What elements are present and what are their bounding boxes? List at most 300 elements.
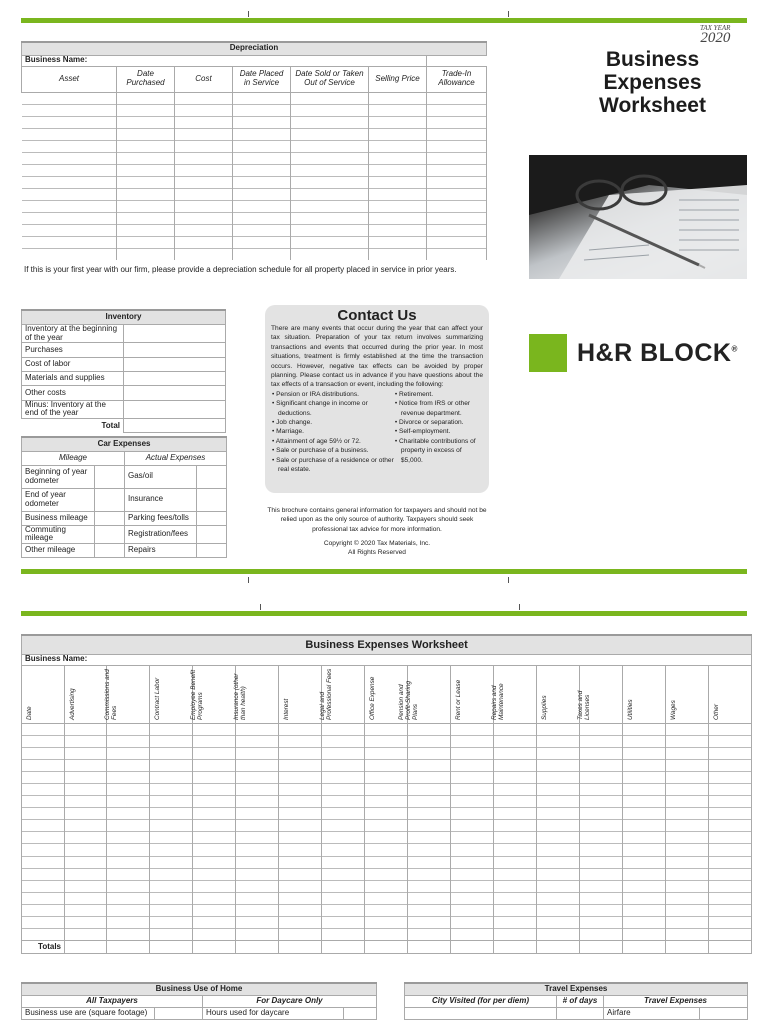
worksheet-cell[interactable]	[709, 771, 752, 783]
depreciation-cell[interactable]	[22, 128, 117, 140]
depreciation-cell[interactable]	[22, 92, 117, 104]
totals-cell[interactable]	[537, 941, 580, 954]
depreciation-cell[interactable]	[22, 212, 117, 224]
city-field[interactable]	[405, 1007, 557, 1019]
worksheet-cell[interactable]	[150, 844, 193, 856]
worksheet-cell[interactable]	[537, 759, 580, 771]
worksheet-cell[interactable]	[666, 917, 709, 929]
worksheet-cell[interactable]	[408, 796, 451, 808]
depreciation-cell[interactable]	[233, 104, 291, 116]
worksheet-cell[interactable]	[494, 747, 537, 759]
depreciation-cell[interactable]	[427, 236, 487, 248]
days-field[interactable]	[557, 1007, 604, 1019]
worksheet-cell[interactable]	[279, 747, 322, 759]
worksheet-cell[interactable]	[408, 759, 451, 771]
worksheet-cell[interactable]	[666, 856, 709, 868]
worksheet-cell[interactable]	[666, 771, 709, 783]
worksheet-cell[interactable]	[236, 771, 279, 783]
depreciation-cell[interactable]	[22, 164, 117, 176]
depreciation-cell[interactable]	[291, 116, 369, 128]
depreciation-cell[interactable]	[291, 212, 369, 224]
worksheet-cell[interactable]	[322, 904, 365, 916]
mileage-row-field[interactable]	[95, 544, 125, 558]
worksheet-cell[interactable]	[279, 892, 322, 904]
worksheet-cell[interactable]	[709, 723, 752, 735]
depreciation-cell[interactable]	[117, 188, 175, 200]
worksheet-cell[interactable]	[709, 832, 752, 844]
worksheet-cell[interactable]	[236, 747, 279, 759]
worksheet-cell[interactable]	[150, 783, 193, 795]
depreciation-cell[interactable]	[427, 152, 487, 164]
depreciation-cell[interactable]	[22, 116, 117, 128]
worksheet-cell[interactable]	[150, 868, 193, 880]
worksheet-cell[interactable]	[580, 771, 623, 783]
depreciation-cell[interactable]	[22, 176, 117, 188]
depreciation-cell[interactable]	[22, 200, 117, 212]
worksheet-cell[interactable]	[279, 771, 322, 783]
worksheet-cell[interactable]	[22, 856, 65, 868]
worksheet-cell[interactable]	[236, 856, 279, 868]
worksheet-cell[interactable]	[623, 735, 666, 747]
worksheet-cell[interactable]	[451, 929, 494, 941]
worksheet-cell[interactable]	[408, 904, 451, 916]
worksheet-cell[interactable]	[408, 771, 451, 783]
worksheet-cell[interactable]	[623, 796, 666, 808]
worksheet-cell[interactable]	[193, 747, 236, 759]
worksheet-cell[interactable]	[451, 832, 494, 844]
depreciation-cell[interactable]	[22, 236, 117, 248]
worksheet-cell[interactable]	[408, 723, 451, 735]
worksheet-cell[interactable]	[279, 832, 322, 844]
totals-cell[interactable]	[666, 941, 709, 954]
worksheet-cell[interactable]	[322, 783, 365, 795]
worksheet-cell[interactable]	[580, 856, 623, 868]
worksheet-cell[interactable]	[494, 820, 537, 832]
worksheet-cell[interactable]	[322, 808, 365, 820]
worksheet-cell[interactable]	[451, 796, 494, 808]
worksheet-cell[interactable]	[236, 929, 279, 941]
depreciation-cell[interactable]	[22, 152, 117, 164]
worksheet-cell[interactable]	[322, 735, 365, 747]
depreciation-cell[interactable]	[233, 116, 291, 128]
mileage-row-field[interactable]	[95, 525, 125, 544]
depreciation-cell[interactable]	[369, 188, 427, 200]
worksheet-cell[interactable]	[408, 820, 451, 832]
worksheet-cell[interactable]	[150, 735, 193, 747]
worksheet-cell[interactable]	[322, 759, 365, 771]
worksheet-cell[interactable]	[193, 808, 236, 820]
depreciation-cell[interactable]	[175, 104, 233, 116]
worksheet-cell[interactable]	[365, 904, 408, 916]
depreciation-cell[interactable]	[369, 92, 427, 104]
worksheet-cell[interactable]	[107, 808, 150, 820]
totals-cell[interactable]	[709, 941, 752, 954]
worksheet-cell[interactable]	[193, 783, 236, 795]
worksheet-cell[interactable]	[107, 796, 150, 808]
worksheet-cell[interactable]	[22, 723, 65, 735]
worksheet-cell[interactable]	[236, 759, 279, 771]
worksheet-cell[interactable]	[107, 771, 150, 783]
worksheet-cell[interactable]	[65, 759, 107, 771]
inventory-row-field[interactable]	[124, 371, 226, 385]
worksheet-cell[interactable]	[494, 880, 537, 892]
worksheet-cell[interactable]	[365, 868, 408, 880]
worksheet-cell[interactable]	[494, 868, 537, 880]
worksheet-cell[interactable]	[580, 747, 623, 759]
depreciation-cell[interactable]	[427, 248, 487, 260]
worksheet-cell[interactable]	[365, 723, 408, 735]
worksheet-cell[interactable]	[150, 808, 193, 820]
worksheet-cell[interactable]	[150, 796, 193, 808]
worksheet-cell[interactable]	[322, 820, 365, 832]
depreciation-cell[interactable]	[291, 248, 369, 260]
worksheet-cell[interactable]	[494, 892, 537, 904]
worksheet-cell[interactable]	[580, 917, 623, 929]
worksheet-cell[interactable]	[193, 856, 236, 868]
worksheet-cell[interactable]	[623, 929, 666, 941]
worksheet-cell[interactable]	[193, 844, 236, 856]
worksheet-cell[interactable]	[322, 844, 365, 856]
worksheet-cell[interactable]	[150, 917, 193, 929]
worksheet-cell[interactable]	[709, 759, 752, 771]
depreciation-cell[interactable]	[291, 92, 369, 104]
worksheet-cell[interactable]	[623, 832, 666, 844]
worksheet-cell[interactable]	[107, 856, 150, 868]
worksheet-cell[interactable]	[666, 868, 709, 880]
worksheet-cell[interactable]	[107, 904, 150, 916]
worksheet-cell[interactable]	[408, 808, 451, 820]
depreciation-cell[interactable]	[117, 116, 175, 128]
worksheet-cell[interactable]	[322, 868, 365, 880]
worksheet-cell[interactable]	[365, 832, 408, 844]
worksheet-cell[interactable]	[365, 892, 408, 904]
worksheet-cell[interactable]	[666, 820, 709, 832]
depreciation-cell[interactable]	[427, 128, 487, 140]
depreciation-cell[interactable]	[22, 104, 117, 116]
worksheet-cell[interactable]	[623, 917, 666, 929]
worksheet-cell[interactable]	[279, 856, 322, 868]
worksheet-cell[interactable]	[494, 929, 537, 941]
worksheet-cell[interactable]	[494, 832, 537, 844]
inventory-row-field[interactable]	[124, 357, 226, 371]
worksheet-cell[interactable]	[365, 808, 408, 820]
worksheet-cell[interactable]	[580, 929, 623, 941]
depreciation-cell[interactable]	[369, 116, 427, 128]
worksheet-cell[interactable]	[537, 723, 580, 735]
worksheet-cell[interactable]	[65, 808, 107, 820]
worksheet-cell[interactable]	[322, 747, 365, 759]
depreciation-cell[interactable]	[175, 128, 233, 140]
worksheet-cell[interactable]	[193, 904, 236, 916]
worksheet-cell[interactable]	[709, 808, 752, 820]
worksheet-cell[interactable]	[580, 868, 623, 880]
worksheet-cell[interactable]	[537, 904, 580, 916]
worksheet-cell[interactable]	[709, 747, 752, 759]
totals-cell[interactable]	[408, 941, 451, 954]
worksheet-cell[interactable]	[709, 904, 752, 916]
mileage-row-field[interactable]	[95, 465, 125, 488]
worksheet-cell[interactable]	[666, 783, 709, 795]
worksheet-cell[interactable]	[666, 832, 709, 844]
worksheet-cell[interactable]	[107, 929, 150, 941]
worksheet-cell[interactable]	[451, 747, 494, 759]
inventory-row-field[interactable]	[124, 386, 226, 400]
depreciation-cell[interactable]	[117, 176, 175, 188]
worksheet-cell[interactable]	[193, 759, 236, 771]
worksheet-cell[interactable]	[107, 832, 150, 844]
worksheet-cell[interactable]	[279, 759, 322, 771]
worksheet-cell[interactable]	[408, 880, 451, 892]
worksheet-cell[interactable]	[365, 747, 408, 759]
worksheet-cell[interactable]	[537, 929, 580, 941]
depreciation-cell[interactable]	[291, 200, 369, 212]
depreciation-cell[interactable]	[117, 236, 175, 248]
worksheet-cell[interactable]	[537, 808, 580, 820]
worksheet-cell[interactable]	[494, 796, 537, 808]
worksheet-cell[interactable]	[193, 929, 236, 941]
worksheet-cell[interactable]	[365, 820, 408, 832]
worksheet-cell[interactable]	[580, 892, 623, 904]
worksheet-cell[interactable]	[22, 808, 65, 820]
depreciation-cell[interactable]	[427, 92, 487, 104]
worksheet-cell[interactable]	[107, 844, 150, 856]
worksheet-cell[interactable]	[322, 832, 365, 844]
worksheet-cell[interactable]	[107, 747, 150, 759]
depreciation-cell[interactable]	[175, 92, 233, 104]
depreciation-cell[interactable]	[427, 200, 487, 212]
worksheet-cell[interactable]	[580, 783, 623, 795]
worksheet-cell[interactable]	[65, 904, 107, 916]
worksheet-cell[interactable]	[451, 844, 494, 856]
depreciation-cell[interactable]	[175, 116, 233, 128]
worksheet-cell[interactable]	[494, 904, 537, 916]
worksheet-cell[interactable]	[451, 868, 494, 880]
worksheet-cell[interactable]	[537, 868, 580, 880]
mileage-row-field[interactable]	[95, 511, 125, 525]
worksheet-cell[interactable]	[236, 808, 279, 820]
worksheet-cell[interactable]	[365, 735, 408, 747]
totals-cell[interactable]	[107, 941, 150, 954]
worksheet-cell[interactable]	[537, 917, 580, 929]
totals-cell[interactable]	[623, 941, 666, 954]
worksheet-cell[interactable]	[22, 880, 65, 892]
worksheet-cell[interactable]	[322, 796, 365, 808]
worksheet-cell[interactable]	[322, 880, 365, 892]
worksheet-cell[interactable]	[623, 759, 666, 771]
depreciation-cell[interactable]	[291, 176, 369, 188]
depreciation-cell[interactable]	[233, 164, 291, 176]
worksheet-cell[interactable]	[22, 929, 65, 941]
depreciation-cell[interactable]	[233, 236, 291, 248]
worksheet-cell[interactable]	[279, 844, 322, 856]
worksheet-cell[interactable]	[22, 892, 65, 904]
worksheet-cell[interactable]	[65, 844, 107, 856]
worksheet-cell[interactable]	[709, 735, 752, 747]
worksheet-cell[interactable]	[107, 723, 150, 735]
worksheet-cell[interactable]	[193, 917, 236, 929]
worksheet-cell[interactable]	[22, 771, 65, 783]
depreciation-cell[interactable]	[233, 140, 291, 152]
worksheet-cell[interactable]	[451, 892, 494, 904]
depreciation-cell[interactable]	[291, 236, 369, 248]
worksheet-cell[interactable]	[65, 796, 107, 808]
depreciation-cell[interactable]	[175, 248, 233, 260]
worksheet-cell[interactable]	[107, 880, 150, 892]
worksheet-cell[interactable]	[365, 856, 408, 868]
worksheet-cell[interactable]	[408, 917, 451, 929]
worksheet-cell[interactable]	[65, 723, 107, 735]
worksheet-cell[interactable]	[279, 783, 322, 795]
worksheet-cell[interactable]	[408, 868, 451, 880]
worksheet-cell[interactable]	[408, 783, 451, 795]
worksheet-cell[interactable]	[451, 783, 494, 795]
worksheet-cell[interactable]	[494, 771, 537, 783]
worksheet-cell[interactable]	[623, 868, 666, 880]
worksheet-cell[interactable]	[451, 820, 494, 832]
worksheet-cell[interactable]	[279, 880, 322, 892]
worksheet-cell[interactable]	[580, 759, 623, 771]
expense-row-field[interactable]	[197, 511, 227, 525]
worksheet-cell[interactable]	[494, 856, 537, 868]
depreciation-cell[interactable]	[291, 128, 369, 140]
inventory-total-field[interactable]	[124, 419, 226, 433]
expense-row-field[interactable]	[197, 525, 227, 544]
worksheet-cell[interactable]	[580, 808, 623, 820]
worksheet-cell[interactable]	[537, 747, 580, 759]
mileage-row-field[interactable]	[95, 488, 125, 511]
worksheet-cell[interactable]	[709, 796, 752, 808]
worksheet-cell[interactable]	[65, 771, 107, 783]
worksheet-cell[interactable]	[22, 832, 65, 844]
depreciation-cell[interactable]	[369, 176, 427, 188]
depreciation-cell[interactable]	[117, 140, 175, 152]
worksheet-cell[interactable]	[193, 880, 236, 892]
worksheet-cell[interactable]	[408, 735, 451, 747]
depreciation-cell[interactable]	[427, 176, 487, 188]
worksheet-cell[interactable]	[451, 723, 494, 735]
worksheet-cell[interactable]	[150, 771, 193, 783]
worksheet-cell[interactable]	[193, 868, 236, 880]
worksheet-cell[interactable]	[236, 844, 279, 856]
worksheet-cell[interactable]	[65, 917, 107, 929]
worksheet-cell[interactable]	[537, 796, 580, 808]
worksheet-cell[interactable]	[150, 880, 193, 892]
depreciation-cell[interactable]	[369, 140, 427, 152]
worksheet-cell[interactable]	[408, 892, 451, 904]
totals-cell[interactable]	[150, 941, 193, 954]
depreciation-cell[interactable]	[117, 224, 175, 236]
worksheet-cell[interactable]	[365, 771, 408, 783]
worksheet-cell[interactable]	[322, 723, 365, 735]
worksheet-cell[interactable]	[236, 735, 279, 747]
worksheet-cell[interactable]	[22, 844, 65, 856]
worksheet-cell[interactable]	[107, 892, 150, 904]
depreciation-cell[interactable]	[427, 140, 487, 152]
worksheet-cell[interactable]	[666, 723, 709, 735]
worksheet-cell[interactable]	[580, 820, 623, 832]
depreciation-cell[interactable]	[427, 116, 487, 128]
depreciation-cell[interactable]	[369, 212, 427, 224]
worksheet-cell[interactable]	[150, 892, 193, 904]
worksheet-cell[interactable]	[279, 723, 322, 735]
worksheet-cell[interactable]	[666, 844, 709, 856]
totals-cell[interactable]	[236, 941, 279, 954]
worksheet-cell[interactable]	[65, 735, 107, 747]
worksheet-cell[interactable]	[107, 783, 150, 795]
worksheet-cell[interactable]	[666, 880, 709, 892]
worksheet-cell[interactable]	[408, 929, 451, 941]
worksheet-cell[interactable]	[236, 783, 279, 795]
worksheet-cell[interactable]	[236, 868, 279, 880]
worksheet-cell[interactable]	[709, 929, 752, 941]
depreciation-cell[interactable]	[117, 164, 175, 176]
daycare-row-field[interactable]	[344, 1007, 377, 1019]
depreciation-cell[interactable]	[117, 200, 175, 212]
depreciation-cell[interactable]	[175, 224, 233, 236]
worksheet-cell[interactable]	[279, 735, 322, 747]
totals-cell[interactable]	[193, 941, 236, 954]
depreciation-cell[interactable]	[369, 200, 427, 212]
worksheet-cell[interactable]	[408, 832, 451, 844]
worksheet-cell[interactable]	[408, 747, 451, 759]
worksheet-cell[interactable]	[150, 723, 193, 735]
worksheet-cell[interactable]	[236, 723, 279, 735]
worksheet-cell[interactable]	[365, 844, 408, 856]
worksheet-cell[interactable]	[709, 868, 752, 880]
depreciation-cell[interactable]	[22, 224, 117, 236]
depreciation-cell[interactable]	[175, 200, 233, 212]
worksheet-cell[interactable]	[193, 892, 236, 904]
worksheet-cell[interactable]	[279, 929, 322, 941]
worksheet-cell[interactable]	[279, 917, 322, 929]
worksheet-cell[interactable]	[107, 820, 150, 832]
depreciation-cell[interactable]	[233, 224, 291, 236]
totals-cell[interactable]	[494, 941, 537, 954]
depreciation-cell[interactable]	[233, 92, 291, 104]
worksheet-cell[interactable]	[709, 892, 752, 904]
worksheet-cell[interactable]	[22, 796, 65, 808]
worksheet-cell[interactable]	[451, 904, 494, 916]
depreciation-cell[interactable]	[175, 140, 233, 152]
worksheet-cell[interactable]	[365, 759, 408, 771]
worksheet-cell[interactable]	[623, 892, 666, 904]
worksheet-cell[interactable]	[623, 808, 666, 820]
depreciation-cell[interactable]	[117, 212, 175, 224]
worksheet-cell[interactable]	[537, 735, 580, 747]
worksheet-cell[interactable]	[22, 783, 65, 795]
worksheet-cell[interactable]	[193, 820, 236, 832]
worksheet-cell[interactable]	[537, 880, 580, 892]
worksheet-cell[interactable]	[537, 771, 580, 783]
worksheet-cell[interactable]	[150, 929, 193, 941]
worksheet-cell[interactable]	[150, 856, 193, 868]
worksheet-cell[interactable]	[709, 880, 752, 892]
depreciation-cell[interactable]	[117, 248, 175, 260]
worksheet-cell[interactable]	[365, 783, 408, 795]
worksheet-cell[interactable]	[451, 808, 494, 820]
worksheet-cell[interactable]	[22, 868, 65, 880]
inventory-row-field[interactable]	[124, 343, 226, 357]
worksheet-cell[interactable]	[580, 904, 623, 916]
worksheet-cell[interactable]	[279, 868, 322, 880]
depreciation-cell[interactable]	[427, 164, 487, 176]
worksheet-cell[interactable]	[623, 820, 666, 832]
depreciation-cell[interactable]	[22, 248, 117, 260]
depreciation-cell[interactable]	[233, 176, 291, 188]
depreciation-cell[interactable]	[22, 140, 117, 152]
home-row-field[interactable]	[155, 1007, 203, 1019]
worksheet-cell[interactable]	[623, 904, 666, 916]
